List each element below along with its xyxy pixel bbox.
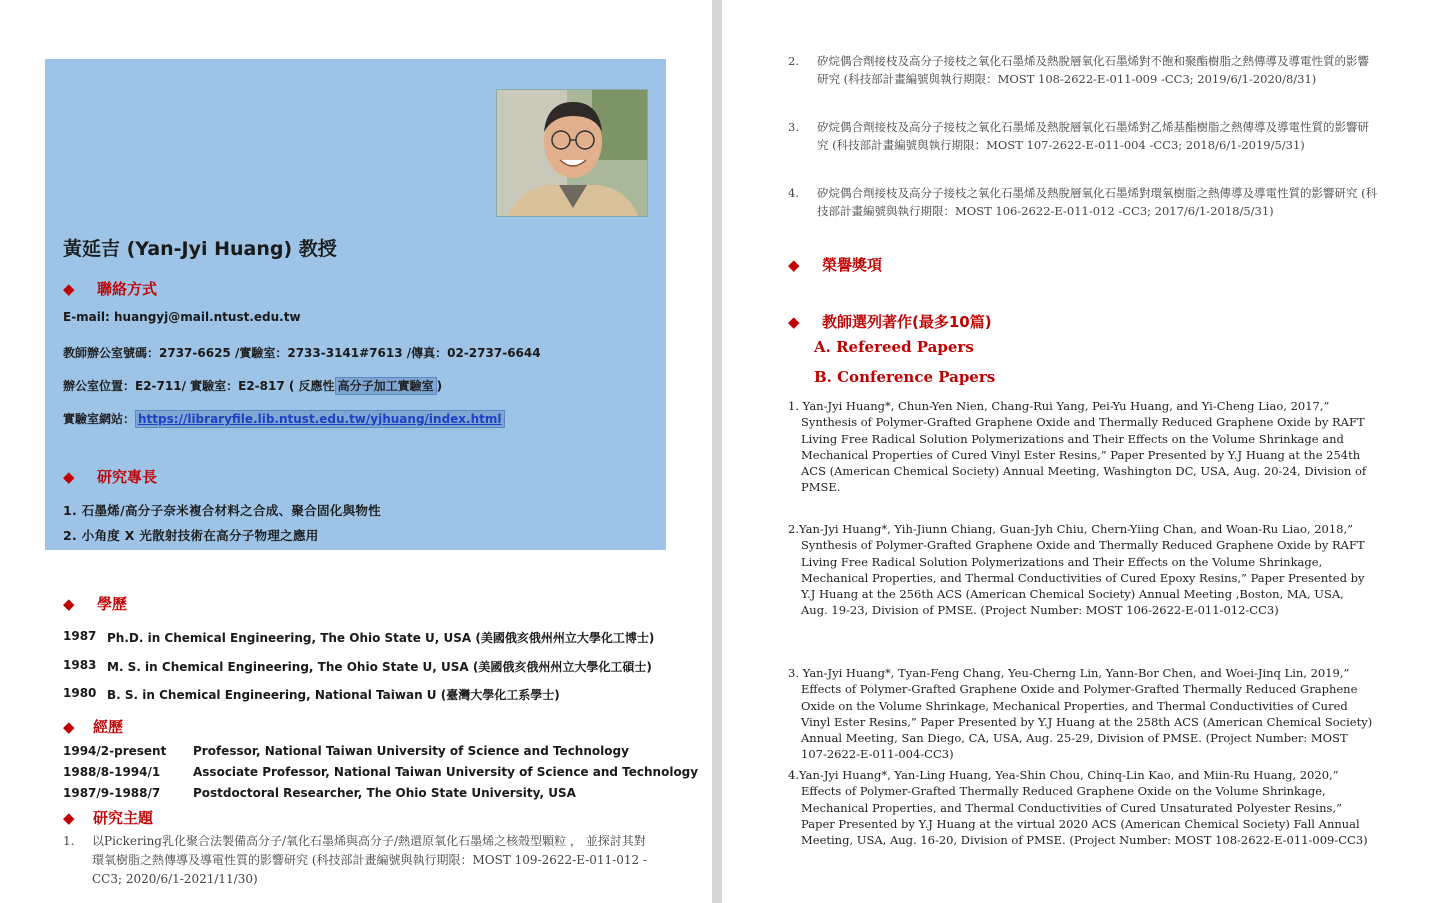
- education-text: B. S. in Chemical Engineering, National Taiwan U (臺灣大學化工系學士): [107, 688, 560, 702]
- experience-item: [63, 744, 629, 758]
- education-year: 1980: [63, 686, 97, 700]
- research-topic-number: 2.: [788, 54, 799, 68]
- research-topic-number: 1.: [63, 834, 75, 848]
- research-topic-item: [788, 53, 1378, 88]
- experience-heading: [63, 716, 123, 737]
- honors-heading-text: 榮譽獎項: [822, 256, 883, 274]
- experience-period: 1988/8-1994/1: [63, 765, 161, 779]
- education-text: Ph.D. in Chemical Engineering, The Ohio State U, USA (美國俄亥俄州州立大學化工博士): [107, 631, 655, 645]
- diamond-bullet-icon: ◆: [788, 255, 800, 274]
- conference-paper-item: 1. Yan-Jyi Huang*, Chun-Yen Nien, Chang-Rui Yang, Pei-Yu Huang, and Yi-Cheng Liao, 2017,” Synthesis of Polymer-Grafted Graphene Oxide and Thermally Reduced Graphene Oxide by RAFT Living Free Radical Solution Polymerizations and Their Effects on the Volume Shrinkage and Mechanical Properties of Cured Vinyl Ester Resins,” Paper Presented by Y.J Huang at the 254th ACS (American Chemical Society) Annual Meeting, Washington DC, USA, Aug. 20-24, Division of PMSE.: [788, 399, 1367, 495]
- experience-text: Professor, National Taiwan University of Science and Technology: [193, 744, 629, 758]
- research-topic-item: [788, 185, 1378, 220]
- conference-papers-label: B. Conference Papers: [814, 368, 996, 386]
- research-topics-heading: [63, 807, 153, 828]
- expertise-heading: [63, 466, 157, 487]
- professor-name-title: 黃延吉 (Yan-Jyi Huang) 教授: [63, 238, 337, 260]
- research-topic-text: 以Pickering乳化聚合法製備高分子/氧化石墨烯與高分子/熱還原氧化石墨烯之核殼型顆粒 ， 並探討其對環氧樹脂之熱傳導及導電性質的影響研究 (科技部計畫編號與執行期限：MOST 109-2622-E-011-012 -CC3; 2020/6/1-2021/11/30): [92, 834, 647, 886]
- diamond-bullet-icon: ◆: [63, 467, 75, 486]
- research-topic-item: [63, 832, 651, 889]
- lab-name-highlight: 高分子加工實驗室: [335, 377, 437, 395]
- lab-site-link[interactable]: https://libraryfile.lib.ntust.edu.tw/yjhuang/index.html: [138, 412, 502, 426]
- honors-heading: [788, 254, 882, 275]
- experience-period: 1987/9-1988/7: [63, 786, 161, 800]
- experience-heading-text: 經歷: [93, 718, 124, 736]
- expertise-heading-text: 研究專長: [97, 468, 158, 486]
- experience-period: 1994/2-present: [63, 744, 167, 758]
- education-year: 1983: [63, 658, 97, 672]
- diamond-bullet-icon: ◆: [63, 594, 75, 613]
- publications-heading: [788, 311, 992, 332]
- education-year: 1987: [63, 629, 97, 643]
- experience-item: [63, 786, 576, 800]
- phone-line: 教師辦公室號碼：2737-6625 /實驗室：2733-3141#7613 /傳真：02-2737-6644: [63, 346, 541, 360]
- lab-site-line: [63, 410, 505, 427]
- lab-site-link-box: [135, 410, 504, 428]
- page-gutter: [712, 0, 722, 903]
- location-line: [63, 377, 442, 394]
- conference-paper-item: 2.Yan-Jyi Huang*, Yih-Jiunn Chiang, Guan-Jyh Chiu, Chern-Yiing Chan, and Woan-Ru Liao, 2018,” Synthesis of Polymer-Grafted Graphene Oxide and Thermally Reduced Graphene Oxide by RAFT Living Free Radical Solution Polymerizations and Their Effects on the Volume Shrinkage, Mechanical Properties, and Thermal Conductivities of Cured Epoxy Resins,” Paper Presented by Y.J Huang at the 256th ACS (American Chemical Society) Annual Meeting ,Boston, MA, USA, Aug. 19-23, Division of PMSE. (Project Number: MOST 106-2622-E-011-012-CC3): [788, 522, 1365, 618]
- experience-item: [63, 765, 698, 779]
- refereed-papers-label: A. Refereed Papers: [814, 338, 974, 356]
- diamond-bullet-icon: ◆: [63, 808, 75, 827]
- profile-photo: [496, 89, 648, 217]
- experience-text: Postdoctoral Researcher, The Ohio State University, USA: [193, 786, 576, 800]
- location-suffix: ): [436, 379, 443, 393]
- research-topic-text: 矽烷偶合劑接枝及高分子接枝之氧化石墨烯及熱脫層氧化石墨烯對不飽和聚酯樹脂之熱傳導及導電性質的影響研究 (科技部計畫編號與執行期限：MOST 108-2622-E-011-009 -CC3; 2019/6/1-2020/8/31): [817, 54, 1369, 86]
- education-text: M. S. in Chemical Engineering, The Ohio State U, USA (美國俄亥俄州州立大學化工碩士): [107, 660, 652, 674]
- experience-text: Associate Professor, National Taiwan University of Science and Technology: [193, 765, 699, 779]
- research-topics-heading-text: 研究主題: [93, 809, 154, 827]
- research-topic-text: 矽烷偶合劑接枝及高分子接枝之氧化石墨烯及熱脫層氧化石墨烯對乙烯基酯樹脂之熱傳導及導電性質的影響研究 (科技部計畫編號與執行期限：MOST 107-2622-E-011-004 -CC3; 2018/6/1-2019/5/31): [817, 120, 1369, 152]
- location-prefix: 辦公室位置：E2-711/ 實驗室：E2-817 ( 反應性: [63, 379, 335, 393]
- expertise-item: 2. 小角度 X 光散射技術在高分子物理之應用: [63, 528, 319, 543]
- research-topic-number: 4.: [788, 186, 799, 200]
- contact-heading-text: 聯絡方式: [97, 280, 158, 298]
- contact-heading: [63, 278, 157, 299]
- research-topic-number: 3.: [788, 120, 799, 134]
- research-topic-item: [788, 119, 1378, 154]
- publications-heading-text: 教師選列著作(最多10篇): [822, 313, 992, 331]
- education-item: [63, 686, 560, 703]
- diamond-bullet-icon: ◆: [63, 279, 75, 298]
- education-item: [63, 629, 654, 646]
- education-heading-text: 學歷: [97, 595, 128, 613]
- research-topic-text: 矽烷偶合劑接枝及高分子接枝之氧化石墨烯及熱脫層氧化石墨烯對環氧樹脂之熱傳導及導電性質的影響研究 (科技部計畫編號與執行期限：MOST 106-2622-E-011-012 -CC3; 2017/6/1-2018/5/31): [817, 186, 1378, 218]
- expertise-item: 1. 石墨烯/高分子奈米複合材料之合成、聚合固化與物性: [63, 503, 381, 518]
- lab-site-label: 實驗室網站：: [63, 412, 136, 426]
- education-item: [63, 658, 652, 675]
- conference-paper-item: 3. Yan-Jyi Huang*, Tyan-Feng Chang, Yeu-Cherng Lin, Yann-Bor Chen, and Woei-Jinq Lin, 2019,” Effects of Polymer-Grafted Graphene Oxide and Polymer-Grafted Thermally Reduced Graphene Oxide on the Volume Shrinkage, Mechanical Properties, and Thermal Conductivities of Cured Vinyl Ester Resins,” Paper Presented by Y.J Huang at the 258th ACS (American Chemical Society) Annual Meeting, San Diego, CA, USA, Aug. 25-29, Division of PMSE. (Project Number: MOST 107-2622-E-011-004-CC3): [788, 666, 1373, 762]
- diamond-bullet-icon: ◆: [788, 312, 800, 331]
- diamond-bullet-icon: ◆: [63, 717, 75, 736]
- conference-paper-item: 4.Yan-Jyi Huang*, Yan-Ling Huang, Yea-Shin Chou, Chinq-Lin Kao, and Miin-Ru Huang, 2020,” Effects of Polymer-Grafted Thermally Reduced Graphene Oxide on the Volume Shrinkage, Mechanical Properties, and Thermal Conductivities of Cured Unsaturated Polyester Resins,” Paper Presented by Y.J Huang at the virtual 2020 ACS (American Chemical Society) Fall Annual Meeting, USA, Aug. 16-20, Division of PMSE. (Project Number: MOST 108-2622-E-011-009-CC3): [788, 768, 1368, 848]
- email-line: E-mail: huangyj@mail.ntust.edu.tw: [63, 310, 301, 324]
- education-heading: [63, 593, 127, 614]
